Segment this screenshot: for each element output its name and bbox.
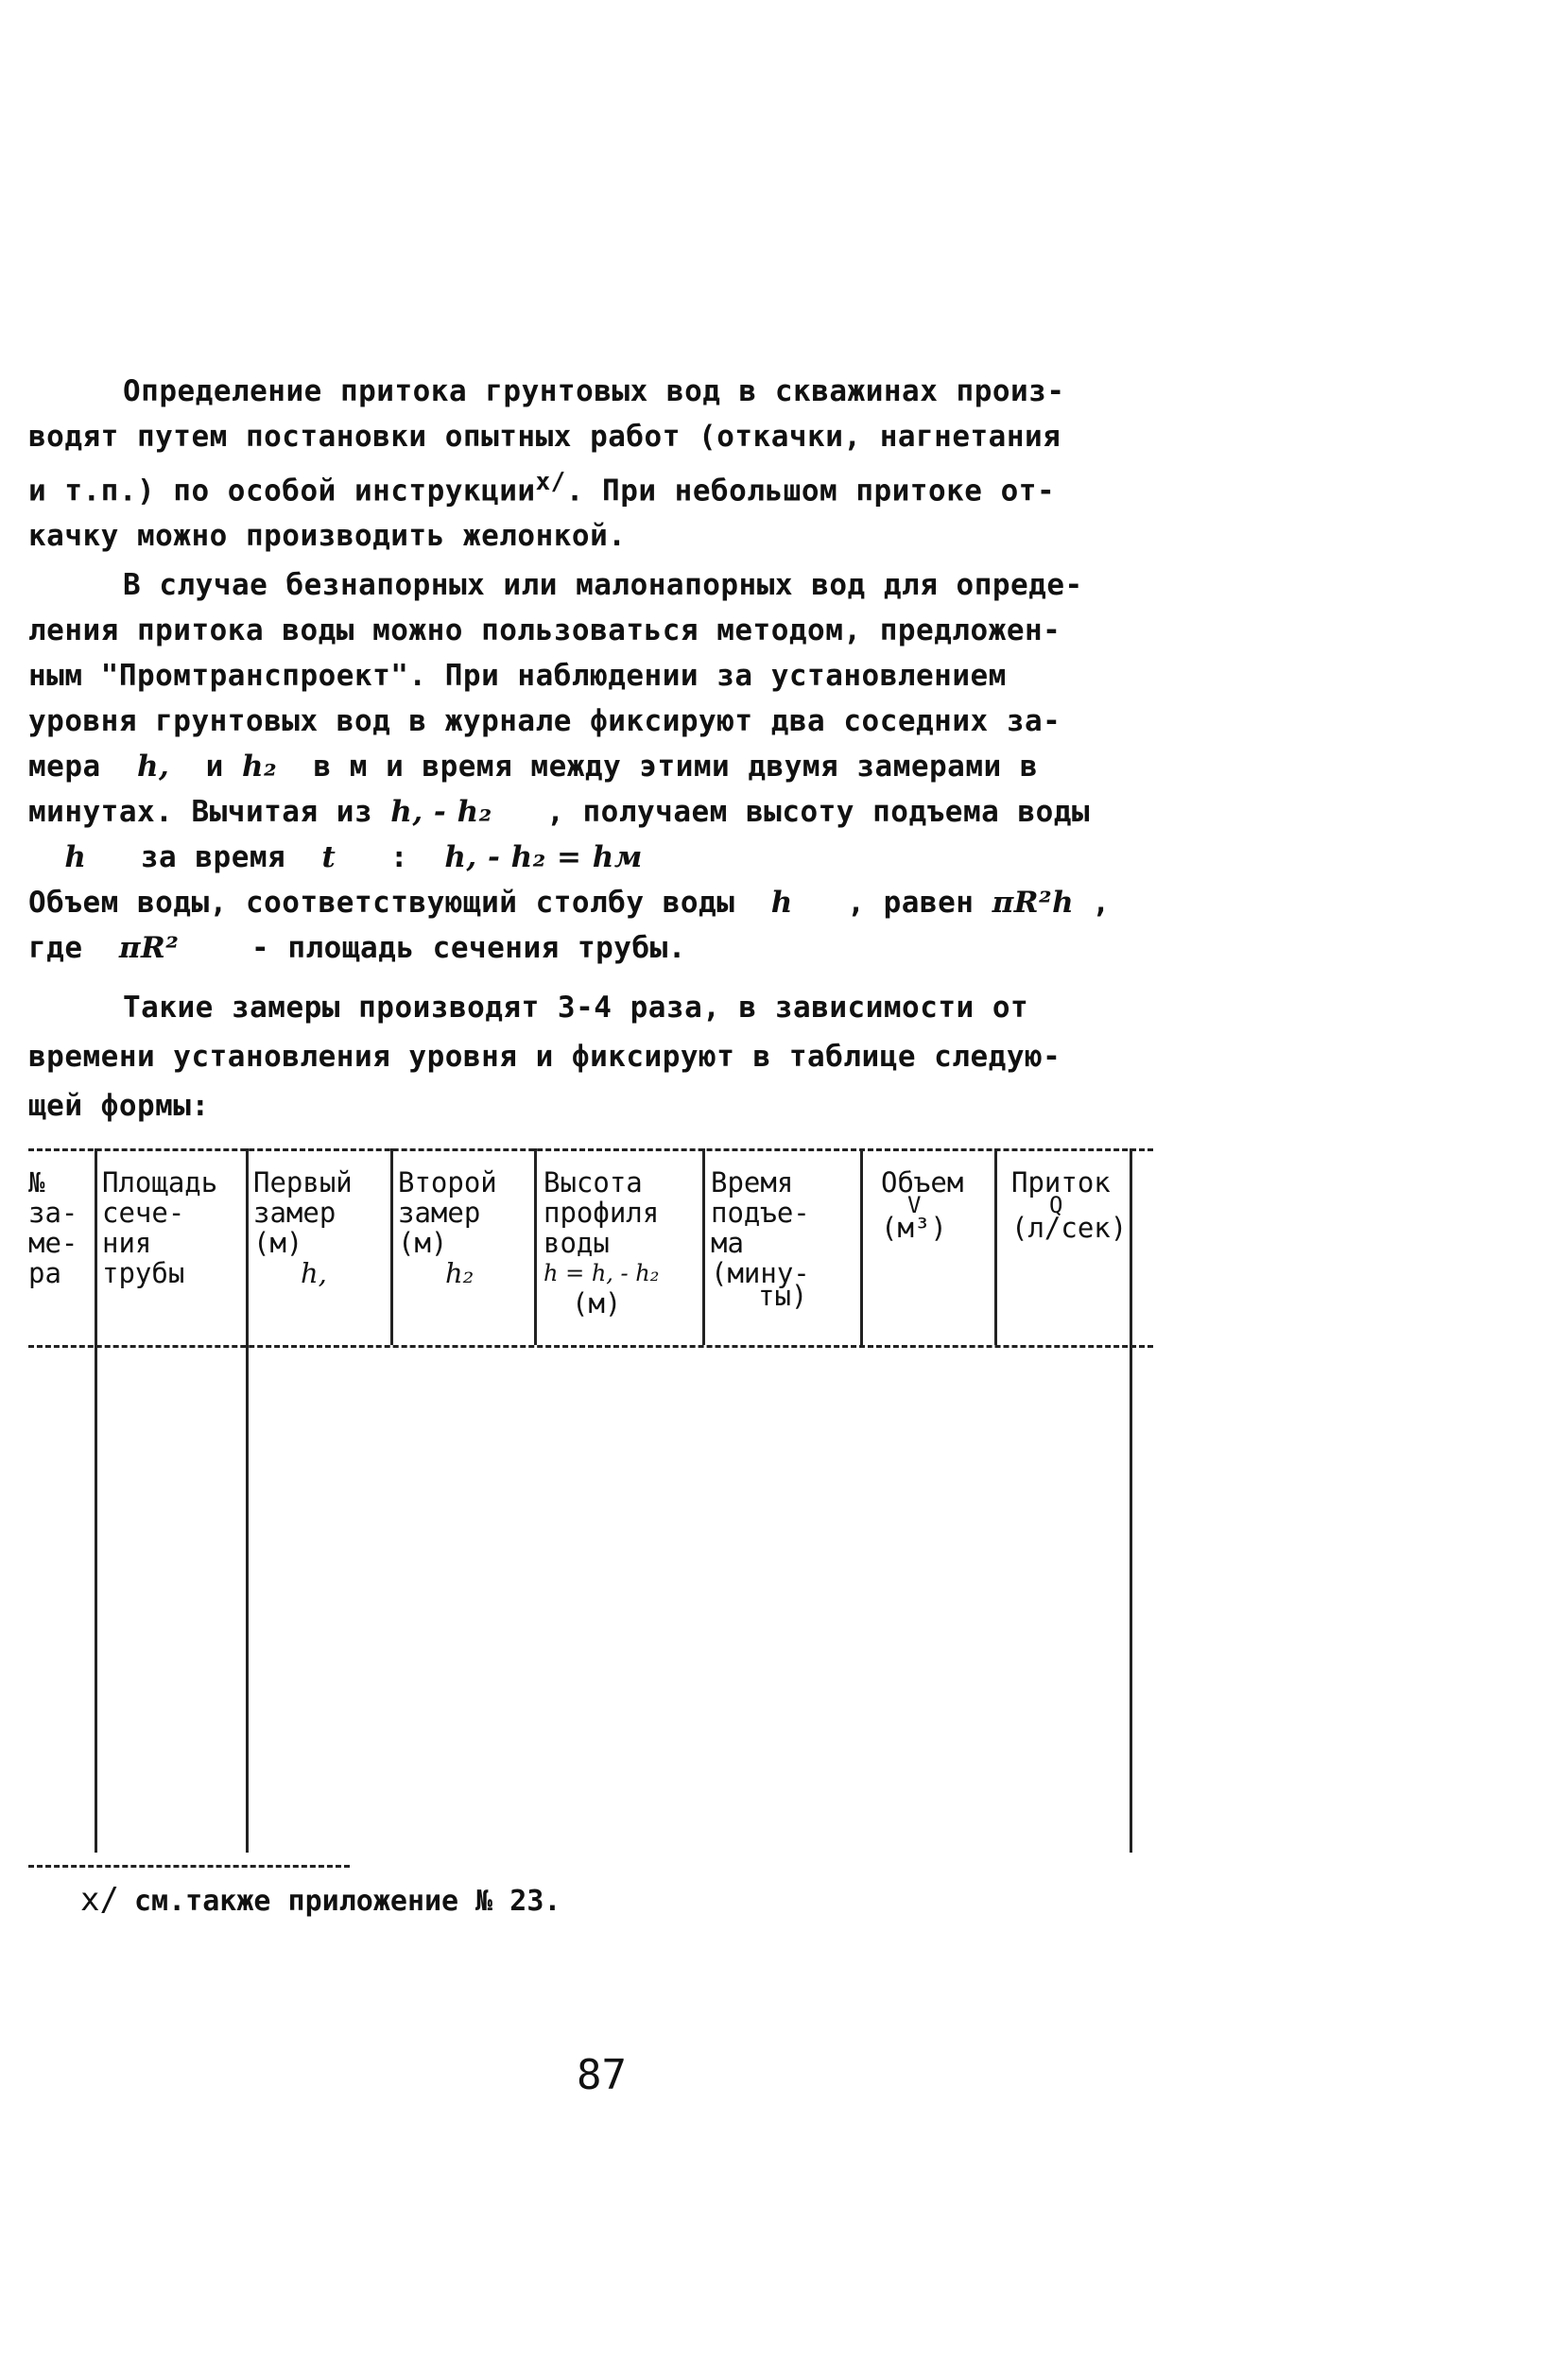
header-text: замер — [398, 1197, 481, 1229]
header-text: ра — [28, 1257, 61, 1289]
text-line: Определение притока грунтовых вод в скважинах произ- — [123, 374, 1065, 408]
header-water-height — [544, 1167, 659, 1319]
text-line — [28, 744, 1134, 789]
paragraph-method — [28, 562, 1134, 971]
text-line: качку можно производить желонкой. — [28, 519, 627, 554]
table-header-separator — [28, 1345, 1153, 1348]
header-text: ма — [711, 1227, 744, 1259]
text-segment: : — [389, 840, 409, 874]
header-text: подъе- — [711, 1197, 810, 1229]
formula-symbol: h₂ — [242, 750, 278, 784]
header-inflow — [1011, 1167, 1127, 1243]
column-divider — [994, 1148, 997, 1345]
text-segment: минутах. Вычитая из — [28, 795, 373, 829]
text-segment: в м и время между этими двумя замерами в — [313, 750, 1038, 784]
text-segment: - площадь сечения трубы. — [251, 931, 686, 965]
formula-expression: h, - h₂ — [390, 795, 492, 829]
text-line: времени установления уровня и фиксируют в таблице следую- — [28, 1040, 1061, 1074]
header-measurement-number — [28, 1167, 78, 1288]
text-segment: . При небольшом притоке от- — [565, 474, 1056, 509]
header-text: Объем — [881, 1166, 964, 1199]
paragraph-intro — [28, 369, 1134, 559]
footnote-mark: x/ — [80, 1881, 119, 1919]
header-text: Время — [711, 1166, 794, 1199]
header-text: за- — [28, 1197, 78, 1229]
header-text: трубы — [102, 1257, 185, 1289]
column-divider — [246, 1148, 249, 1853]
header-text: Площадь — [102, 1166, 218, 1199]
formula-expression: h, - h₂ = hм — [444, 840, 643, 874]
text-segment: , получаем высоту подъема воды — [546, 795, 1091, 829]
header-text: ме- — [28, 1227, 78, 1259]
column-divider — [702, 1148, 705, 1345]
header-second-measurement — [398, 1167, 497, 1288]
header-first-measurement — [253, 1167, 353, 1288]
header-text: ты) — [758, 1280, 808, 1312]
header-text: ния — [102, 1227, 152, 1259]
column-divider — [390, 1148, 393, 1345]
text-segment: и т.п.) по особой инструкции — [28, 474, 536, 509]
header-text: профиля — [544, 1197, 660, 1229]
text-segment: Объем воды, соответствующий столбу воды — [28, 886, 735, 920]
column-divider — [860, 1148, 863, 1345]
header-symbol: V — [907, 1192, 922, 1218]
table-top-border — [28, 1148, 1153, 1151]
text-line: ления притока воды можно пользоваться методом, предложен- — [28, 613, 1061, 647]
text-segment: , — [1092, 886, 1111, 920]
text-line: ным "Промтранспроект". При наблюдении за установлением — [28, 659, 1007, 693]
formula-expression: πR² — [118, 931, 180, 965]
formula-expression: πR²h — [992, 886, 1075, 920]
text-segment: где — [28, 931, 83, 965]
footnote — [80, 1881, 561, 1921]
text-line — [28, 459, 1134, 513]
paragraph-table-intro — [28, 983, 1134, 1130]
header-rise-time — [711, 1167, 810, 1311]
header-text: (м) — [253, 1227, 303, 1259]
text-line — [28, 925, 1134, 971]
header-volume — [881, 1167, 963, 1243]
header-unit: (м) — [572, 1287, 622, 1319]
header-text: воды — [544, 1227, 610, 1259]
text-line: щей формы: — [28, 1089, 210, 1123]
text-line: В случае безнапорных или малонапорных вод для опреде- — [123, 568, 1083, 602]
text-line: уровня грунтовых вод в журнале фиксируют два соседних за- — [28, 704, 1061, 738]
formula-symbol: h — [64, 840, 87, 874]
header-text: Второй — [398, 1166, 497, 1199]
header-text: Высота — [544, 1166, 643, 1199]
header-text: (мину- — [711, 1257, 810, 1289]
header-symbol: h, — [301, 1257, 327, 1289]
footnote-reference: x/ — [535, 468, 566, 496]
column-divider — [1130, 1148, 1132, 1853]
formula-symbol: h, — [136, 750, 170, 784]
header-unit: (м³) — [881, 1212, 947, 1244]
text-line — [28, 835, 1134, 880]
formula-symbol: h — [770, 886, 793, 920]
text-line — [28, 789, 1134, 835]
text-segment: за время — [140, 840, 286, 874]
header-text: (м) — [398, 1227, 448, 1259]
formula-symbol: t — [321, 840, 336, 874]
text-line: Такие замеры производят 3-4 раза, в зависимости от — [123, 991, 1029, 1025]
text-segment: и — [205, 750, 224, 784]
header-text: сече- — [102, 1197, 185, 1229]
header-symbol: h = h, - h₂ — [544, 1260, 660, 1286]
header-symbol: Q — [1049, 1192, 1063, 1218]
page-number: 87 — [577, 2051, 627, 2099]
footnote-separator — [28, 1865, 350, 1868]
text-segment: , равен — [847, 886, 975, 920]
column-divider — [534, 1148, 537, 1345]
text-line — [28, 880, 1134, 925]
measurement-table — [28, 1148, 1153, 1862]
header-symbol: h₂ — [445, 1257, 475, 1289]
footnote-text: см.также приложение № 23. — [133, 1885, 561, 1918]
header-text: № — [28, 1166, 45, 1199]
text-segment: мера — [28, 750, 101, 784]
text-line: водят путем постановки опытных работ (откачки, нагнетания — [28, 420, 1061, 454]
header-pipe-area — [102, 1167, 217, 1288]
header-text: Первый — [253, 1166, 353, 1199]
header-text: замер — [253, 1197, 336, 1229]
header-text: Приток — [1011, 1166, 1111, 1199]
header-unit: (л/сек) — [1011, 1212, 1128, 1244]
column-divider — [95, 1148, 97, 1853]
